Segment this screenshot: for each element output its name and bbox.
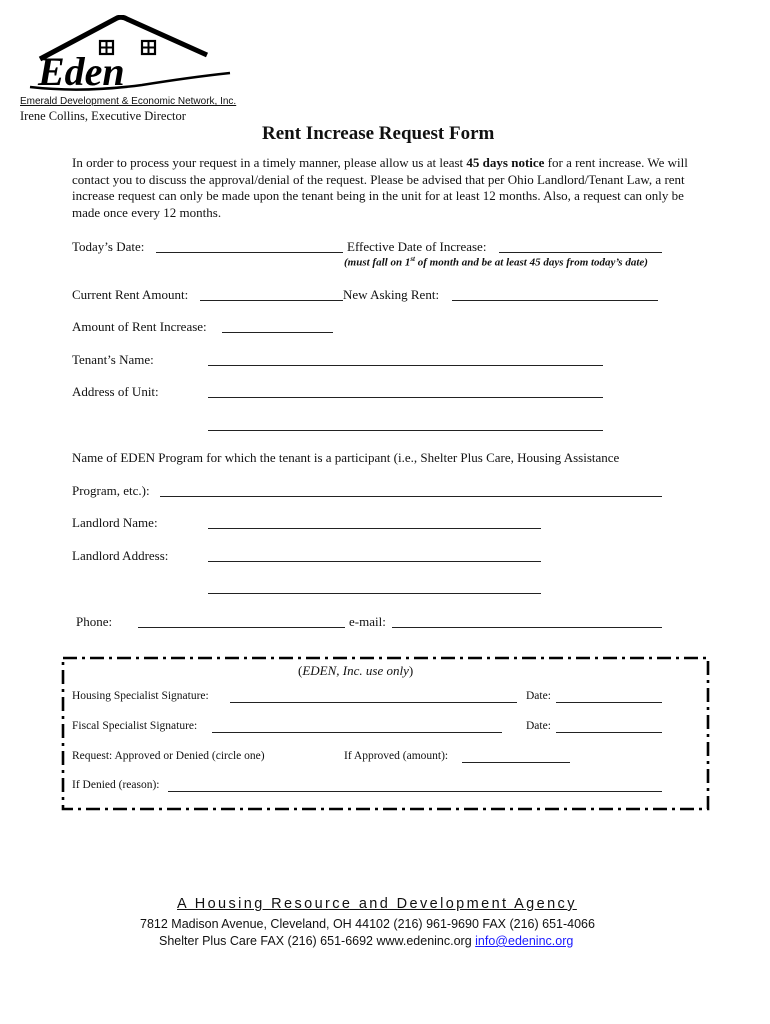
office-use-heading	[298, 663, 413, 679]
denied-reason-label: If Denied (reason):	[72, 779, 160, 791]
landlord-address-field-1[interactable]	[208, 561, 541, 562]
landlord-address-label: Landlord Address:	[72, 548, 169, 563]
rent-increase-field[interactable]	[222, 332, 333, 333]
footer-tagline: A Housing Resource and Development Agency	[177, 896, 577, 912]
fiscal-date-field[interactable]	[556, 732, 662, 733]
unit-address-field-1[interactable]	[208, 397, 603, 398]
unit-address-label: Address of Unit:	[72, 384, 159, 399]
current-rent-field[interactable]	[200, 300, 343, 301]
heading-close-paren: )	[408, 663, 414, 678]
effective-date-note	[344, 255, 648, 270]
note-text-start: (must fall on 1	[344, 256, 411, 269]
house-roof-logo	[22, 15, 232, 97]
footer-address: 7812 Madison Avenue, Cleveland, OH 44102 (216) 961-9690 FAX (216) 651-4066	[140, 917, 595, 931]
effective-date-label: Effective Date of Increase:	[347, 239, 487, 254]
tenant-name-label: Tenant’s Name:	[72, 352, 154, 367]
denied-reason-field[interactable]	[168, 791, 662, 792]
fiscal-signature-label: Fiscal Specialist Signature:	[72, 720, 198, 732]
footer-email-link[interactable]: info@edeninc.org	[475, 934, 574, 948]
logo-wordmark: Eden	[38, 49, 125, 94]
program-label-line2: Program, etc.):	[72, 483, 150, 498]
intro-paragraph	[72, 155, 702, 221]
request-status-label: Request: Approved or Denied (circle one)	[72, 750, 265, 762]
rent-increase-label: Amount of Rent Increase:	[72, 319, 207, 334]
new-rent-label: New Asking Rent:	[343, 287, 440, 302]
intro-text-end: for a rent increase. We will contact you to discuss the approval/denial of the request. Please be advised that per Ohio Landlord/Tenant Law, a rent increase request can only be made upon the tenant being in the unit for at least 12 months. Also, a request can only be made once every 12 months.	[72, 155, 688, 220]
todays-date-label: Today’s Date:	[72, 239, 145, 254]
unit-address-field-2[interactable]	[208, 430, 603, 431]
housing-signature-field[interactable]	[230, 702, 517, 703]
approved-amount-label: If Approved (amount):	[344, 750, 449, 762]
landlord-name-field[interactable]	[208, 528, 541, 529]
landlord-name-label: Landlord Name:	[72, 515, 158, 530]
fiscal-date-label: Date:	[526, 720, 551, 732]
director-name: Irene Collins, Executive Director	[20, 109, 186, 123]
heading-open-paren: (	[298, 663, 303, 678]
todays-date-field[interactable]	[156, 252, 343, 253]
housing-signature-label: Housing Specialist Signature:	[72, 690, 209, 702]
landlord-address-field-2[interactable]	[208, 593, 541, 594]
phone-field[interactable]	[138, 627, 345, 628]
current-rent-label: Current Rent Amount:	[72, 287, 189, 302]
housing-date-field[interactable]	[556, 702, 662, 703]
org-name: Emerald Development & Economic Network, Inc.	[20, 96, 237, 107]
note-text-end: of month and be at least 45 days from today’s date)	[415, 256, 648, 269]
effective-date-field[interactable]	[499, 252, 662, 253]
program-field[interactable]	[160, 496, 662, 497]
housing-date-label: Date:	[526, 690, 551, 702]
approved-amount-field[interactable]	[462, 762, 570, 763]
form-title: Rent Increase Request Form	[262, 123, 495, 144]
heading-italic: EDEN, Inc. use only	[302, 663, 409, 678]
note-superscript: st	[410, 255, 415, 263]
fiscal-signature-field[interactable]	[212, 732, 502, 733]
new-rent-field[interactable]	[452, 300, 658, 301]
program-label-line1: Name of EDEN Program for which the tenant is a participant (i.e., Shelter Plus Care, Housing Assistance	[72, 450, 620, 465]
email-label: e-mail:	[349, 614, 386, 629]
tenant-name-field[interactable]	[208, 365, 603, 366]
footer-contact	[159, 934, 573, 949]
footer-fax-website: Shelter Plus Care FAX (216) 651-6692 www.edeninc.org	[159, 934, 472, 948]
email-field[interactable]	[392, 627, 662, 628]
intro-text-start: In order to process your request in a timely manner, please allow us at least	[72, 155, 467, 170]
intro-bold-notice: 45 days notice	[466, 155, 545, 170]
phone-label: Phone:	[76, 614, 113, 629]
